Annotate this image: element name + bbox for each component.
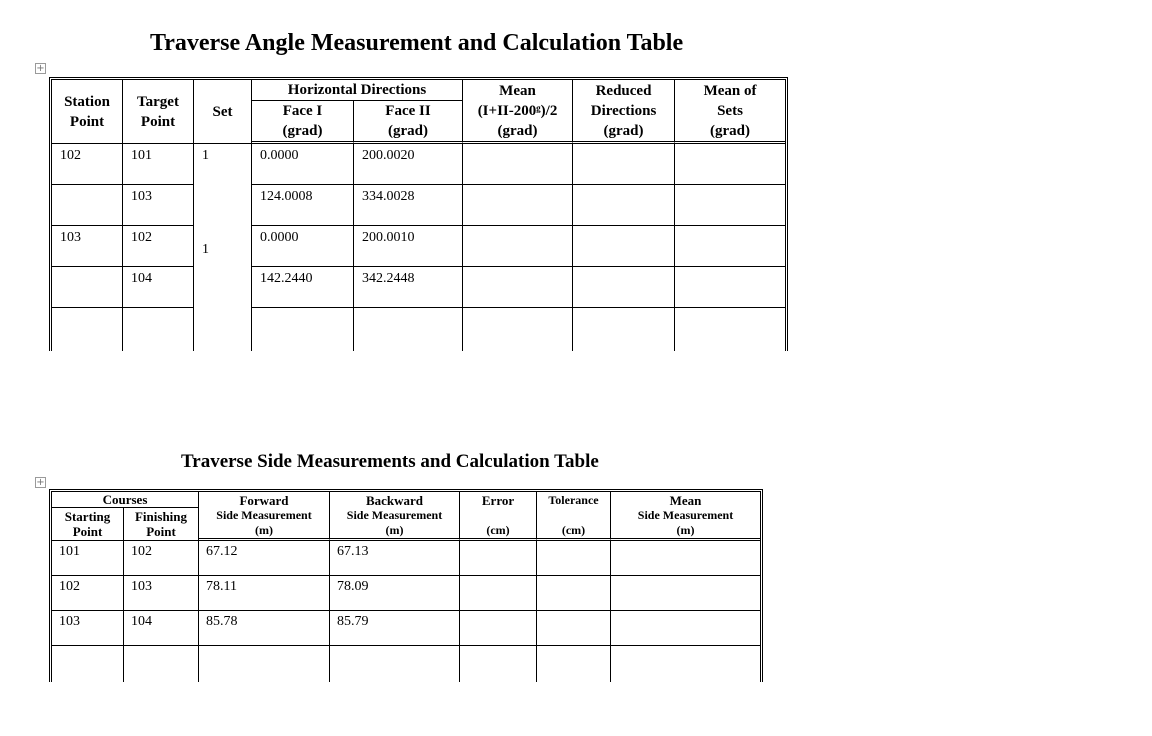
table-row	[52, 226, 785, 267]
header-horizontal-directions: Horizontal Directions	[252, 80, 463, 101]
finish-cell: 103	[124, 576, 199, 611]
reduced-cell	[573, 144, 675, 185]
forward-cell: 78.11	[199, 576, 330, 611]
face2-cell: 200.0020	[354, 144, 463, 185]
header-reduced: Reduced	[573, 80, 675, 101]
face1-cell: 0.0000	[252, 144, 354, 185]
backward-cell: 78.09	[330, 576, 460, 611]
move-icon[interactable]: +	[36, 63, 45, 74]
mean-cell	[611, 611, 760, 646]
header-finishing-point: Finishing Point	[124, 508, 199, 541]
tolerance-cell	[537, 576, 611, 611]
mean-cell	[611, 576, 760, 611]
station-cell: 102	[52, 144, 123, 185]
header-blank	[537, 508, 611, 523]
tolerance-cell	[537, 611, 611, 646]
finish-cell: 104	[124, 611, 199, 646]
mean-of-sets-cell	[675, 226, 785, 267]
header-starting-point: Starting Point	[52, 508, 124, 541]
header-station-point: Station Point	[52, 80, 123, 144]
header-mean: Mean	[669, 492, 702, 508]
error-cell	[460, 576, 537, 611]
angle-table-title: Traverse Angle Measurement and Calculation Table	[150, 30, 684, 56]
mean-cell	[463, 267, 573, 308]
header-blank	[460, 508, 537, 523]
header-unit-cm: (cm)	[537, 523, 611, 541]
finish-cell: 102	[124, 541, 199, 576]
move-icon[interactable]: +	[36, 477, 45, 488]
set-cell	[194, 267, 252, 308]
table-row	[52, 144, 785, 185]
station-cell	[52, 185, 123, 226]
reduced-cell	[573, 308, 675, 351]
header-unit-m: (m)	[611, 523, 760, 541]
error-cell	[460, 646, 537, 682]
mean-cell	[463, 185, 573, 226]
header-side-measurement: Side Measurement	[330, 508, 460, 523]
header-unit-cm: (cm)	[460, 523, 537, 541]
table-row	[52, 611, 760, 646]
start-cell: 103	[52, 611, 124, 646]
angle-table	[49, 77, 788, 351]
header-error: Error	[460, 492, 537, 508]
table-row	[52, 576, 760, 611]
mean-cell	[611, 541, 760, 576]
target-cell	[123, 308, 194, 351]
tolerance-cell	[537, 646, 611, 682]
side-table-title: Traverse Side Measurements and Calculation Table	[181, 451, 599, 472]
forward-cell: 85.78	[199, 611, 330, 646]
header-tolerance: Tolerance	[537, 492, 611, 508]
table-row	[52, 185, 785, 226]
error-cell	[460, 541, 537, 576]
reduced-cell	[573, 185, 675, 226]
station-cell	[52, 308, 123, 351]
set-cell	[194, 308, 252, 351]
header-courses: Courses	[52, 492, 199, 508]
header-grad: (grad)	[354, 121, 463, 144]
mean-cell	[611, 646, 760, 682]
table-row	[52, 541, 760, 576]
mean-cell	[463, 226, 573, 267]
header-side-measurement: Side Measurement	[199, 508, 330, 523]
header-unit-m: (m)	[330, 523, 460, 541]
face2-cell: 200.0010	[354, 226, 463, 267]
target-cell: 101	[123, 144, 194, 185]
header-mean: Mean	[463, 80, 573, 101]
face1-cell	[252, 308, 354, 351]
header-mean-of: Mean of	[703, 82, 757, 99]
table-row	[52, 646, 760, 682]
mean-cell	[463, 144, 573, 185]
face2-cell: 342.2448	[354, 267, 463, 308]
start-cell: 102	[52, 576, 124, 611]
start-cell: 101	[52, 541, 124, 576]
station-cell: 103	[52, 226, 123, 267]
header-target-point: Target Point	[123, 80, 194, 144]
header-sets: Sets	[717, 103, 743, 119]
face1-cell: 142.2440	[252, 267, 354, 308]
set-cell	[194, 185, 252, 226]
station-cell	[52, 267, 123, 308]
set-cell: 1	[194, 226, 252, 267]
header-grad: (grad)	[573, 121, 675, 144]
table-row	[52, 308, 785, 351]
face1-cell: 124.0008	[252, 185, 354, 226]
set-cell: 1	[194, 144, 252, 185]
header-grad: (grad)	[252, 121, 354, 144]
backward-cell: 67.13	[330, 541, 460, 576]
reduced-cell	[573, 226, 675, 267]
header-directions: Directions	[573, 101, 675, 121]
header-unit-m: (m)	[199, 523, 330, 541]
table-row	[52, 267, 785, 308]
forward-cell	[199, 646, 330, 682]
side-table	[49, 489, 763, 682]
header-mean-formula: (I+II-200ᵍ)/2	[463, 101, 573, 121]
backward-cell: 85.79	[330, 611, 460, 646]
target-cell: 104	[123, 267, 194, 308]
forward-cell: 67.12	[199, 541, 330, 576]
mean-of-sets-cell	[675, 267, 785, 308]
finish-cell	[124, 646, 199, 682]
target-cell: 102	[123, 226, 194, 267]
header-face1: Face I	[252, 101, 354, 121]
face1-cell: 0.0000	[252, 226, 354, 267]
mean-of-sets-cell	[675, 308, 785, 351]
mean-cell	[463, 308, 573, 351]
header-side-measurement: Side Measurement	[637, 508, 734, 522]
start-cell	[52, 646, 124, 682]
mean-of-sets-cell	[675, 144, 785, 185]
header-grad: (grad)	[463, 121, 573, 144]
face2-cell	[354, 308, 463, 351]
header-set: Set	[194, 80, 252, 144]
header-forward: Forward	[199, 492, 330, 508]
error-cell	[460, 611, 537, 646]
header-face2: Face II	[354, 101, 463, 121]
backward-cell	[330, 646, 460, 682]
face2-cell: 334.0028	[354, 185, 463, 226]
target-cell: 103	[123, 185, 194, 226]
header-backward: Backward	[330, 492, 460, 508]
mean-of-sets-cell	[675, 185, 785, 226]
header-grad: (grad)	[675, 121, 785, 144]
reduced-cell	[573, 267, 675, 308]
tolerance-cell	[537, 541, 611, 576]
